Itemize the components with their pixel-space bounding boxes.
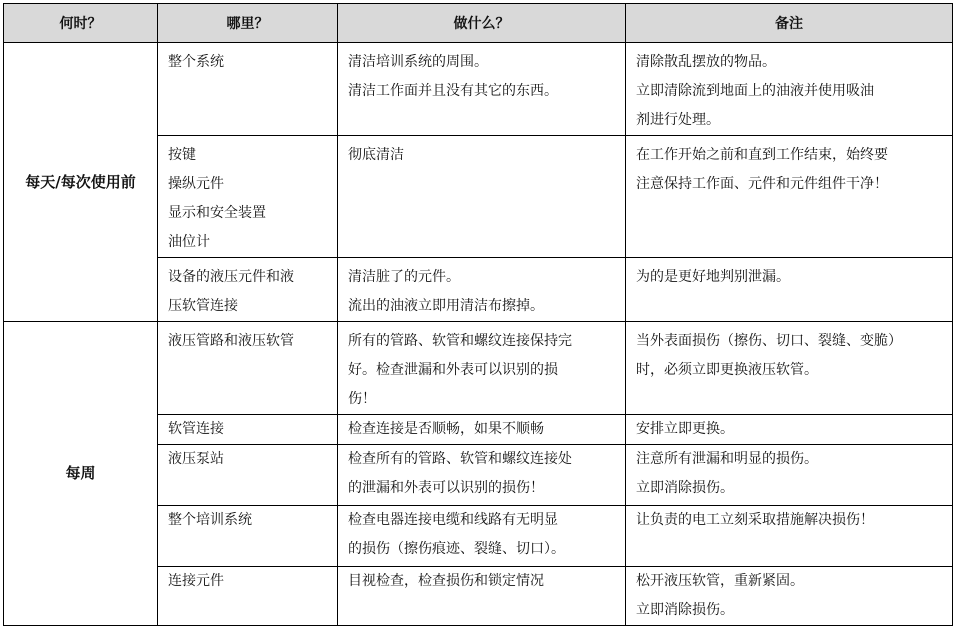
cell-line: 油位计: [168, 234, 210, 250]
cell-line: 当外表面损伤（擦伤、切口、裂缝、变脆）: [636, 333, 902, 349]
cell-line: 目视检查，检查损伤和锁定情况: [348, 573, 544, 589]
cell-line: 剂进行处理。: [636, 112, 720, 128]
what-cell: [338, 322, 626, 415]
cell-line: 立即清除流到地面上的油液并使用吸油: [636, 83, 874, 99]
where-cell: [158, 445, 338, 506]
cell-line: 流出的油液立即用清洁布擦掉。: [348, 298, 544, 314]
cell-line: 立即消除损伤。: [636, 480, 734, 496]
cell-line: 彻底清洁: [348, 147, 404, 163]
cell-line: 连接元件: [168, 573, 224, 589]
header-when: 何时？: [4, 4, 158, 43]
cell-line: 时，必须立即更换液压软管。: [636, 362, 818, 378]
table-row: [4, 322, 953, 415]
note-cell: [626, 43, 953, 136]
cell-line: 设备的液压元件和液: [168, 269, 294, 285]
note-cell: [626, 322, 953, 415]
cell-line: 显示和安全装置: [168, 205, 266, 221]
when-label: 每天/每次使用前: [25, 172, 136, 191]
cell-line: 软管连接: [168, 421, 224, 437]
when-cell-weekly: [4, 322, 158, 626]
where-cell: [158, 43, 338, 136]
cell-line: 液压管路和液压软管: [168, 333, 294, 349]
when-label: 每周: [65, 464, 96, 482]
cell-line: 清洁脏了的元件。: [348, 269, 460, 285]
note-cell: [626, 567, 953, 626]
cell-line: 的损伤（擦伤痕迹、裂缝、切口）。: [348, 541, 565, 557]
table-row: [4, 43, 953, 136]
note-cell: [626, 415, 953, 445]
what-cell: [338, 43, 626, 136]
header-row: [4, 4, 953, 43]
when-cell-daily: [4, 43, 158, 322]
what-cell: [338, 506, 626, 567]
note-cell: [626, 506, 953, 567]
note-cell: [626, 445, 953, 506]
cell-line: 检查电器连接电缆和线路有无明显: [348, 512, 558, 528]
cell-line: 整个系统: [168, 54, 224, 70]
maintenance-table: [3, 3, 953, 626]
cell-line: 的泄漏和外表可以识别的损伤！: [348, 480, 544, 496]
cell-line: 清除散乱摆放的物品。: [636, 54, 776, 70]
where-cell: [158, 136, 338, 258]
cell-line: 清洁工作面并且没有其它的东西。: [348, 83, 558, 99]
cell-line: 让负责的电工立刻采取措施解决损伤！: [636, 512, 874, 528]
what-cell: [338, 567, 626, 626]
cell-line: 立即消除损伤。: [636, 602, 734, 618]
cell-line: 检查连接是否顺畅，如果不顺畅: [348, 421, 544, 437]
where-cell: [158, 506, 338, 567]
cell-line: 在工作开始之前和直到工作结束，始终要: [636, 147, 888, 163]
cell-line: 注意保持工作面、元件和元件组件干净！: [636, 176, 888, 192]
cell-line: 所有的管路、软管和螺纹连接保持完: [348, 333, 572, 349]
where-cell: [158, 322, 338, 415]
header-what: 做什么？: [338, 4, 626, 43]
cell-line: 液压泵站: [168, 451, 224, 467]
cell-line: 为的是更好地判别泄漏。: [636, 269, 790, 285]
cell-line: 按键: [168, 147, 196, 163]
cell-line: 好。检查泄漏和外表可以识别的损: [348, 362, 558, 378]
cell-line: 检查所有的管路、软管和螺纹连接处: [348, 451, 572, 467]
cell-line: 压软管连接: [168, 298, 238, 314]
cell-line: 松开液压软管，重新紧固。: [636, 573, 804, 589]
what-cell: [338, 445, 626, 506]
what-cell: [338, 415, 626, 445]
cell-line: 清洁培训系统的周围。: [348, 54, 488, 70]
cell-line: 注意所有泄漏和明显的损伤。: [636, 451, 818, 467]
cell-line: 操纵元件: [168, 176, 224, 192]
what-cell: [338, 136, 626, 258]
header-note: 备注: [626, 4, 953, 43]
cell-line: 安排立即更换。: [636, 421, 734, 437]
note-cell: [626, 258, 953, 322]
header-where: 哪里？: [158, 4, 338, 43]
cell-line: 伤！: [348, 391, 376, 407]
where-cell: [158, 567, 338, 626]
note-cell: [626, 136, 953, 258]
what-cell: [338, 258, 626, 322]
where-cell: [158, 415, 338, 445]
cell-line: 整个培训系统: [168, 512, 252, 528]
where-cell: [158, 258, 338, 322]
